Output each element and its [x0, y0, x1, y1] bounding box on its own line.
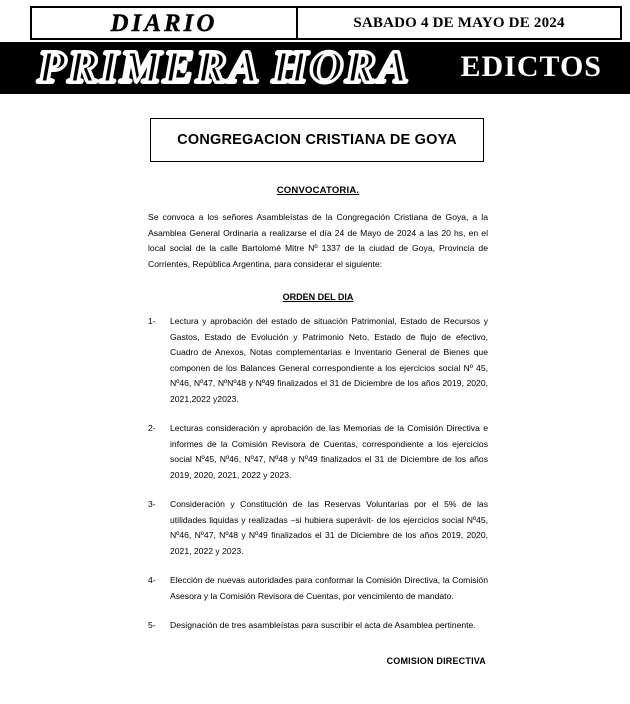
notice-intro-paragraph: Se convoca a los señores Asambleístas de la Congregación Cristiana de Goya, a la Asamblea General Ordinaria a realizarse el día 24 de Mayo de 2024 a las 20 hs, en el local social de la calle Bartolomé Mitre Nº 1337 de la ciudad de Goya, Provincia de Corrientes, República Argentina, para considerar el siguiente: [148, 212, 488, 269]
agenda-item-text: Designación de tres asambleístas para suscribir el acta de Asamblea pertinente. [170, 620, 476, 630]
agenda-item [148, 618, 488, 634]
agenda-item [148, 497, 488, 559]
agenda-item [148, 314, 488, 407]
issue-date: SABADO 4 DE MAYO DE 2024 [298, 6, 622, 40]
agenda-item-number: 3- [148, 499, 156, 509]
agenda-item [148, 573, 488, 604]
paper-name: DIARIO [110, 9, 218, 37]
agenda-item-number: 1- [148, 316, 156, 326]
agenda-heading: ORDEN DEL DIA [282, 292, 354, 302]
notice-heading: CONVOCATORIA. [276, 185, 360, 196]
agenda-item [148, 421, 488, 483]
paper-name-secondary: PRIMERA HORA [37, 41, 411, 92]
agenda-item-number: 5- [148, 620, 156, 630]
agenda-item-text: Elección de nuevas autoridades para conformar la Comisión Directiva, la Comisión Asesora y la Comisión Revisora de Cuentas, por vencimiento de mandato. [170, 575, 488, 601]
agenda-item-number: 2- [148, 423, 156, 433]
agenda-item-number: 4- [148, 575, 156, 585]
masthead-top-row [0, 0, 630, 42]
paper-name-box [30, 6, 298, 40]
agenda-item-text: Lecturas consideración y aprobación de las Memorias de la Comisión Directiva e informes de la Comisión Revisora de Cuentas, correspondiente a los ejercicios social Nº45, Nº46, Nº47, Nº48 y Nº49 finalizados el 31 de Diciembre de los años 2019, 2020, 2021, 2022 y 2023. [170, 423, 488, 480]
signature-line: COMISION DIRECTIVA [386, 655, 486, 666]
agenda-item-text: Lectura y aprobación del estado de situación Patrimonial, Estado de Recursos y Gastos, Estado de Evolución y Patrimonio Neto, Estado de flujo de efectivo, Cuadro de Anexos, Notas complementarias e Inventario General de Bienes que componen de los Balances General correspondiente a los ejercicios social Nº 45, Nº46, Nº47, NºNº48 y Nº49 finalizados el 31 de Diciembre de los años 2019, 2020, 2021,2022 y2023. [170, 316, 488, 404]
masthead-bottom-row [0, 42, 630, 100]
notice-body [148, 185, 488, 666]
entity-title: CONGREGACION CRISTIANA DE GOYA [177, 132, 457, 148]
entity-title-box [150, 118, 484, 162]
agenda-item-text: Consideración y Constitución de las Reservas Voluntarias por el 5% de las utilidades liquidas y realizadas –si hubiera superávit- de los ejercicios social Nº45, Nº46, Nº47, Nº48 y Nº49 finalizados el 31 de Diciembre de los años 2019, 2020, 2021, 2022 y 2023. [170, 499, 488, 556]
section-label: EDICTOS [448, 46, 614, 88]
masthead [0, 0, 630, 104]
